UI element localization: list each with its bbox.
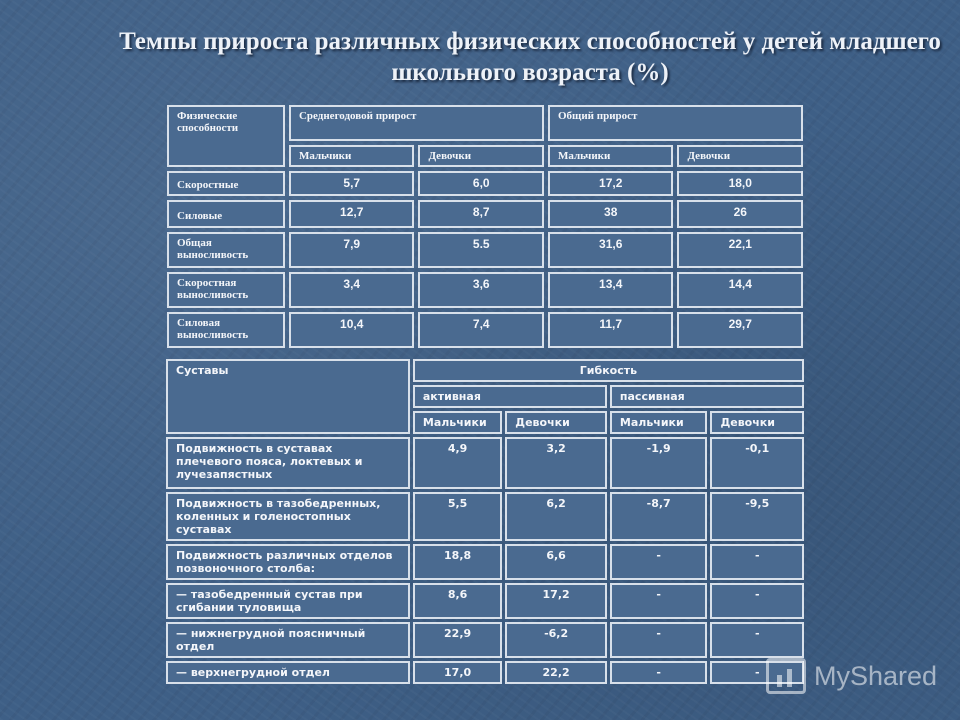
cell-value: 5.5 (418, 232, 544, 268)
header-passive: пассивная (610, 385, 804, 408)
cell-value: 4,9 (413, 437, 502, 489)
cell-value: - (710, 622, 804, 658)
table-row (167, 272, 803, 308)
page-title: Темпы прироста различных физических способностей у детей младшего школьного возраста (%) (119, 28, 941, 86)
header-flexibility: Гибкость (413, 359, 804, 382)
cell-value: 8,6 (413, 583, 502, 619)
row-label: — тазобедренный сустав при сгибании туловища (166, 583, 410, 619)
flexibility-table (163, 356, 807, 687)
cell-value: 7,4 (418, 312, 544, 348)
header-joints: Суставы (166, 359, 410, 434)
physical-abilities-table (163, 101, 807, 352)
cell-value: - (610, 544, 708, 580)
row-label: — верхнегрудной отдел (166, 661, 410, 684)
cell-value: 17,0 (413, 661, 502, 684)
cell-value: 38 (548, 200, 674, 228)
cell-value: 10,4 (289, 312, 415, 348)
cell-value: - (710, 544, 804, 580)
table-row (166, 583, 804, 619)
cell-value: 14,4 (677, 272, 803, 308)
table-row (167, 312, 803, 348)
cell-value: - (710, 661, 804, 684)
cell-value: 18,8 (413, 544, 502, 580)
cell-value: 5,7 (289, 171, 415, 196)
row-label: Общая выносливость (167, 232, 285, 268)
chart-box-icon (766, 658, 806, 694)
header-active-boys: Мальчики (413, 411, 502, 434)
table-row (166, 492, 804, 541)
row-label: Подвижность в тазобедренных, коленных и голеностопных суставах (166, 492, 410, 541)
cell-value: 17,2 (548, 171, 674, 196)
cell-value: 11,7 (548, 312, 674, 348)
cell-value: 29,7 (677, 312, 803, 348)
cell-value: 17,2 (505, 583, 607, 619)
cell-value: 3,6 (418, 272, 544, 308)
cell-value: 22,1 (677, 232, 803, 268)
cell-value: 3,2 (505, 437, 607, 489)
row-label: Скоростная выносливость (167, 272, 285, 308)
header-annual-boys: Мальчики (289, 145, 415, 167)
cell-value: -6,2 (505, 622, 607, 658)
cell-value: -9,5 (710, 492, 804, 541)
cell-value: 18,0 (677, 171, 803, 196)
cell-value: -1,9 (610, 437, 708, 489)
myshared-watermark (766, 654, 956, 698)
row-label: Подвижность различных отделов позвоночного столба: (166, 544, 410, 580)
cell-value: 26 (677, 200, 803, 228)
header-total-boys: Мальчики (548, 145, 674, 167)
header-abilities: Физические способности (167, 105, 285, 167)
header-active-girls: Девочки (505, 411, 607, 434)
table-row (166, 437, 804, 489)
cell-value: 8,7 (418, 200, 544, 228)
cell-value: 6,2 (505, 492, 607, 541)
cell-value: - (610, 661, 708, 684)
row-label: Силовые (167, 200, 285, 228)
cell-value: 12,7 (289, 200, 415, 228)
table-row (167, 171, 803, 196)
table-row (166, 544, 804, 580)
cell-value: 22,9 (413, 622, 502, 658)
header-total-girls: Девочки (677, 145, 803, 167)
cell-value: 5,5 (413, 492, 502, 541)
cell-value: -8,7 (610, 492, 708, 541)
cell-value: - (710, 583, 804, 619)
row-label: — нижнегрудной поясничный отдел (166, 622, 410, 658)
header-total-growth: Общий прирост (548, 105, 803, 141)
header-annual-girls: Девочки (418, 145, 544, 167)
cell-value: 7,9 (289, 232, 415, 268)
table-row (167, 232, 803, 268)
table-row (167, 200, 803, 228)
cell-value: 3,4 (289, 272, 415, 308)
cell-value: -0,1 (710, 437, 804, 489)
cell-value: 31,6 (548, 232, 674, 268)
row-label: Силовая выносливость (167, 312, 285, 348)
table-row (166, 661, 804, 684)
table-row (166, 622, 804, 658)
cell-value: 6,6 (505, 544, 607, 580)
header-annual-growth: Среднегодовой прирост (289, 105, 544, 141)
row-label: Подвижность в суставах плечевого пояса, локтевых и лучезапястных (166, 437, 410, 489)
header-passive-boys: Мальчики (610, 411, 708, 434)
cell-value: 13,4 (548, 272, 674, 308)
row-label: Скоростные (167, 171, 285, 196)
header-passive-girls: Девочки (710, 411, 804, 434)
cell-value: - (610, 583, 708, 619)
watermark-text: MyShared (814, 660, 938, 691)
cell-value: 6,0 (418, 171, 544, 196)
cell-value: 22,2 (505, 661, 607, 684)
cell-value: - (610, 622, 708, 658)
header-active: активная (413, 385, 607, 408)
